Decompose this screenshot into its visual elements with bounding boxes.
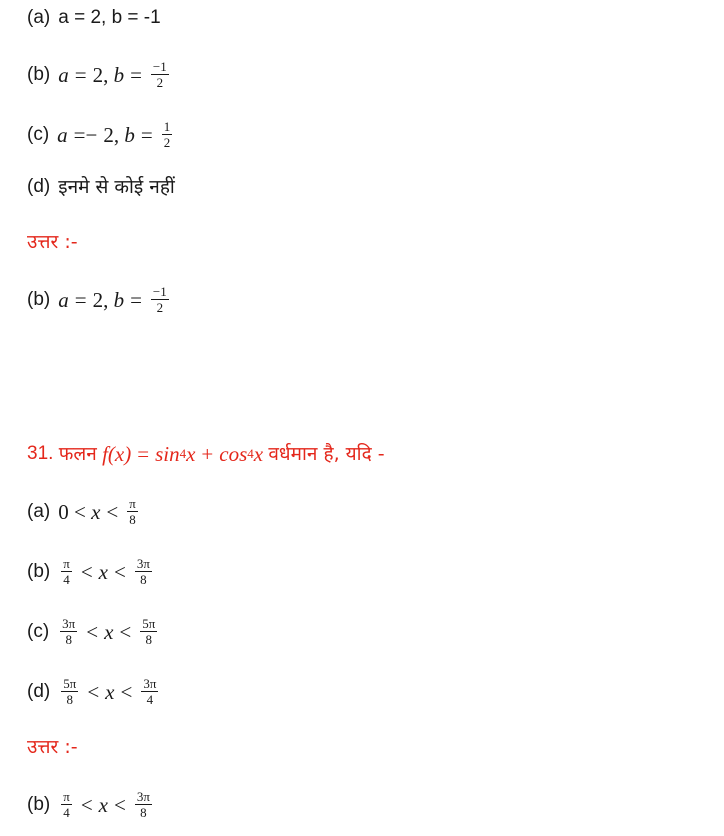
var-x: x <box>105 679 115 704</box>
fraction <box>61 789 72 820</box>
numerator: 1 <box>163 119 171 134</box>
fraction <box>141 676 158 707</box>
plus-sign: + <box>201 442 214 466</box>
q31-option-c <box>27 616 160 647</box>
a-value: 2, <box>92 287 109 312</box>
q31-question <box>27 440 385 468</box>
option-text: a = 2, b = -1 <box>58 7 161 28</box>
fraction <box>61 676 78 707</box>
equals-sign: = <box>74 62 87 87</box>
denominator: 8 <box>145 632 153 647</box>
var-b: b <box>113 62 125 87</box>
fraction <box>61 556 72 587</box>
option-label: (c) <box>27 620 50 642</box>
var-a: a <box>58 62 69 87</box>
fraction <box>151 284 169 315</box>
a-value: 2, <box>92 62 109 87</box>
option-label: (d) <box>27 680 51 702</box>
option-math <box>57 616 160 647</box>
cos-term: cos <box>219 442 248 466</box>
option-math <box>58 556 155 587</box>
fraction <box>162 119 173 150</box>
function-expression: f(x) = sin 4 x + cos 4 x <box>102 442 264 466</box>
numerator: 3π <box>143 676 157 691</box>
less-than: < <box>87 679 100 704</box>
numerator: −1 <box>152 59 167 74</box>
less-than: < <box>86 619 99 644</box>
q30-option-a <box>27 4 161 32</box>
var-x: x <box>98 559 108 584</box>
sin-term: sin <box>155 442 180 466</box>
numerator: π <box>63 556 70 571</box>
numerator: 5π <box>63 676 77 691</box>
denominator: 8 <box>140 805 147 820</box>
answer-math <box>58 789 155 820</box>
q31-answer <box>27 789 155 820</box>
equals-sign: = <box>130 287 142 312</box>
var-b: b <box>124 122 135 147</box>
denominator: 4 <box>63 572 70 587</box>
numerator: 3π <box>136 789 150 804</box>
numerator: 3π <box>62 616 76 631</box>
equals-sign: = <box>74 287 87 312</box>
q30-option-c <box>27 119 175 150</box>
option-label: (b) <box>27 63 51 85</box>
numerator: −1 <box>152 284 167 299</box>
denominator: 2 <box>156 75 164 90</box>
q31-option-b <box>27 556 155 587</box>
denominator: 8 <box>140 572 147 587</box>
equals-sign: = <box>140 122 153 147</box>
denominator: 8 <box>66 692 74 707</box>
fraction <box>140 616 157 647</box>
question-prefix: फलन <box>58 443 97 465</box>
function-fx: f(x) <box>102 442 132 466</box>
less-than: < <box>113 792 126 817</box>
equals-sign: = <box>130 62 142 87</box>
option-label: (a) <box>27 500 51 522</box>
numerator: π <box>63 789 70 804</box>
equals-sign: = <box>137 442 150 466</box>
denominator: 4 <box>63 805 70 820</box>
var-x: x <box>253 442 264 466</box>
q31-option-a <box>27 496 141 527</box>
option-math <box>58 676 161 707</box>
option-math <box>58 496 141 527</box>
answer-math <box>58 284 172 315</box>
question-number: 31. <box>27 443 54 464</box>
lhs: 0 < <box>58 499 86 524</box>
option-math <box>57 119 175 150</box>
option-label: (b) <box>27 560 51 582</box>
denominator: 8 <box>65 632 72 647</box>
q30-option-b <box>27 59 172 90</box>
option-label: (d) <box>27 176 51 197</box>
less-than: < <box>113 559 126 584</box>
var-x: x <box>186 442 196 466</box>
q30-answer <box>27 284 172 315</box>
a-value: 2, <box>103 122 120 147</box>
var-x: x <box>104 619 114 644</box>
var-a: a <box>58 287 69 312</box>
denominator: 4 <box>146 692 154 707</box>
denominator: 2 <box>156 300 164 315</box>
numerator: 3π <box>136 556 150 571</box>
fraction <box>127 496 138 527</box>
question-suffix: वर्धमान है, यदि - <box>268 443 385 465</box>
q30-option-d <box>27 173 175 201</box>
less-than: < <box>119 619 132 644</box>
denominator: 2 <box>163 135 171 150</box>
denominator: 8 <box>129 512 136 527</box>
less-than: < <box>106 499 119 524</box>
q31-option-d <box>27 676 161 707</box>
var-a: a <box>57 122 68 147</box>
numerator: 5π <box>142 616 156 631</box>
option-text: इनमे से कोई नहीं <box>58 176 175 198</box>
fraction <box>151 59 169 90</box>
var-x: x <box>98 792 108 817</box>
var-x: x <box>91 499 101 524</box>
answer-label: (b) <box>27 793 51 815</box>
q30-answer-heading: उत्तर :- <box>27 231 78 253</box>
numerator: π <box>129 496 136 511</box>
answer-label: (b) <box>27 288 51 310</box>
var-b: b <box>113 287 125 312</box>
less-than: < <box>120 679 133 704</box>
fraction <box>135 556 152 587</box>
option-math <box>58 59 172 90</box>
fraction <box>60 616 77 647</box>
fraction <box>135 789 152 820</box>
less-than: < <box>80 792 93 817</box>
q31-answer-heading: उत्तर :- <box>27 736 78 758</box>
option-label: (c) <box>27 123 50 145</box>
less-than: < <box>80 559 93 584</box>
equals-minus-sign: =− <box>73 122 98 147</box>
option-label: (a) <box>27 7 51 28</box>
